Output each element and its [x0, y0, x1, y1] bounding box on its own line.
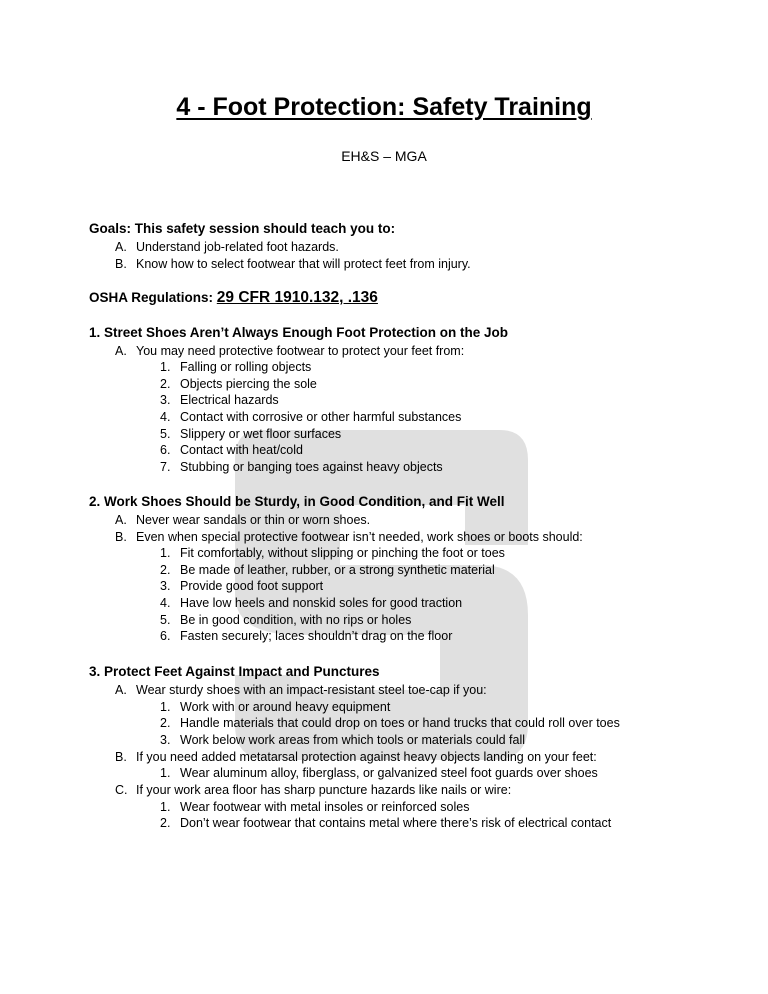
list-item	[115, 749, 597, 765]
goals-heading: Goals: This safety session should teach you to:	[89, 221, 396, 236]
list-text: Have low heels and nonskid soles for good traction	[180, 596, 463, 610]
list-item	[160, 715, 620, 731]
list-item	[160, 765, 598, 781]
list-marker: A.	[115, 683, 127, 697]
list-item	[160, 409, 461, 425]
list-item	[115, 782, 511, 798]
osha-regulations	[89, 289, 378, 307]
list-marker: A.	[115, 240, 127, 254]
list-text: Work with or around heavy equipment	[180, 700, 391, 714]
list-text: You may need protective footwear to protect your feet from:	[136, 344, 465, 358]
list-text: Be made of leather, rubber, or a strong synthetic material	[180, 563, 495, 577]
list-text: Provide good foot support	[180, 579, 324, 593]
list-marker: B.	[115, 530, 127, 544]
list-text: Falling or rolling objects	[180, 360, 312, 374]
list-text: Objects piercing the sole	[180, 377, 317, 391]
list-item	[160, 545, 505, 561]
list-marker: 2.	[160, 716, 171, 730]
osha-citation: 29 CFR 1910.132, .136	[216, 289, 378, 306]
list-item	[160, 699, 390, 715]
list-item	[160, 815, 611, 831]
list-marker: 1.	[160, 546, 171, 560]
list-item	[115, 239, 339, 255]
page-title: 4 - Foot Protection: Safety Training	[176, 93, 592, 121]
list-text: Wear aluminum alloy, fiberglass, or galvanized steel foot guards over shoes	[180, 766, 598, 780]
list-marker: B.	[115, 257, 127, 271]
list-text: Even when special protective footwear isn’t needed, work shoes or boots should:	[136, 530, 583, 544]
list-marker: 3.	[160, 579, 171, 593]
list-text: Know how to select footwear that will protect feet from injury.	[136, 257, 471, 271]
list-item	[160, 459, 443, 475]
list-text: Stubbing or banging toes against heavy objects	[180, 460, 443, 474]
list-marker: 2.	[160, 377, 171, 391]
list-text: Contact with corrosive or other harmful substances	[180, 410, 462, 424]
list-item	[160, 562, 495, 578]
list-marker: 3.	[160, 733, 171, 747]
list-item	[115, 512, 370, 528]
list-text: Don’t wear footwear that contains metal where there’s risk of electrical contact	[180, 816, 612, 830]
list-marker: 2.	[160, 816, 171, 830]
list-text: Handle materials that could drop on toes or hand trucks that could roll over toes	[180, 716, 620, 730]
list-marker: 5.	[160, 613, 171, 627]
list-marker: 2.	[160, 563, 171, 577]
list-item	[160, 799, 469, 815]
section-heading-2: 2. Work Shoes Should be Sturdy, in Good Condition, and Fit Well	[89, 494, 505, 509]
list-item	[115, 343, 464, 359]
list-marker: 6.	[160, 629, 171, 643]
list-item	[160, 376, 317, 392]
list-text: Fit comfortably, without slipping or pinching the foot or toes	[180, 546, 505, 560]
list-item	[115, 529, 583, 545]
list-marker: C.	[115, 783, 128, 797]
list-text: Understand job-related foot hazards.	[136, 240, 339, 254]
list-text: Electrical hazards	[180, 393, 279, 407]
list-marker: 1.	[160, 700, 171, 714]
list-item	[115, 256, 471, 272]
list-text: Contact with heat/cold	[180, 443, 303, 457]
list-text: Wear footwear with metal insoles or reinforced soles	[180, 800, 470, 814]
list-marker: 5.	[160, 427, 171, 441]
list-item	[160, 578, 323, 594]
list-text: If you need added metatarsal protection against heavy objects landing on your feet:	[136, 750, 597, 764]
list-marker: 4.	[160, 410, 171, 424]
list-marker: A.	[115, 344, 127, 358]
list-marker: 7.	[160, 460, 171, 474]
list-marker: 1.	[160, 766, 171, 780]
osha-label: OSHA Regulations:	[89, 290, 214, 305]
list-text: Slippery or wet floor surfaces	[180, 427, 342, 441]
section-heading-3: 3. Protect Feet Against Impact and Punctures	[89, 664, 380, 679]
list-item	[160, 442, 303, 458]
list-text: Be in good condition, with no rips or holes	[180, 613, 412, 627]
list-text: Never wear sandals or thin or worn shoes.	[136, 513, 371, 527]
list-marker: 1.	[160, 800, 171, 814]
list-item	[115, 682, 487, 698]
list-item	[160, 426, 341, 442]
section-heading-1: 1. Street Shoes Aren’t Always Enough Foot Protection on the Job	[89, 325, 509, 340]
list-item	[160, 359, 311, 375]
list-marker: 6.	[160, 443, 171, 457]
list-marker: 1.	[160, 360, 171, 374]
list-marker: B.	[115, 750, 127, 764]
list-item	[160, 612, 411, 628]
list-text: Wear sturdy shoes with an impact-resistant steel toe-cap if you:	[136, 683, 487, 697]
list-item	[160, 732, 525, 748]
list-text: Fasten securely; laces shouldn’t drag on the floor	[180, 629, 453, 643]
list-text: If your work area floor has sharp puncture hazards like nails or wire:	[136, 783, 512, 797]
list-marker: 4.	[160, 596, 171, 610]
list-item	[160, 392, 279, 408]
list-item	[160, 595, 462, 611]
list-marker: 3.	[160, 393, 171, 407]
list-marker: A.	[115, 513, 127, 527]
list-text: Work below work areas from which tools or materials could fall	[180, 733, 526, 747]
page-subtitle: EH&S – MGA	[341, 148, 427, 164]
list-item	[160, 628, 452, 644]
